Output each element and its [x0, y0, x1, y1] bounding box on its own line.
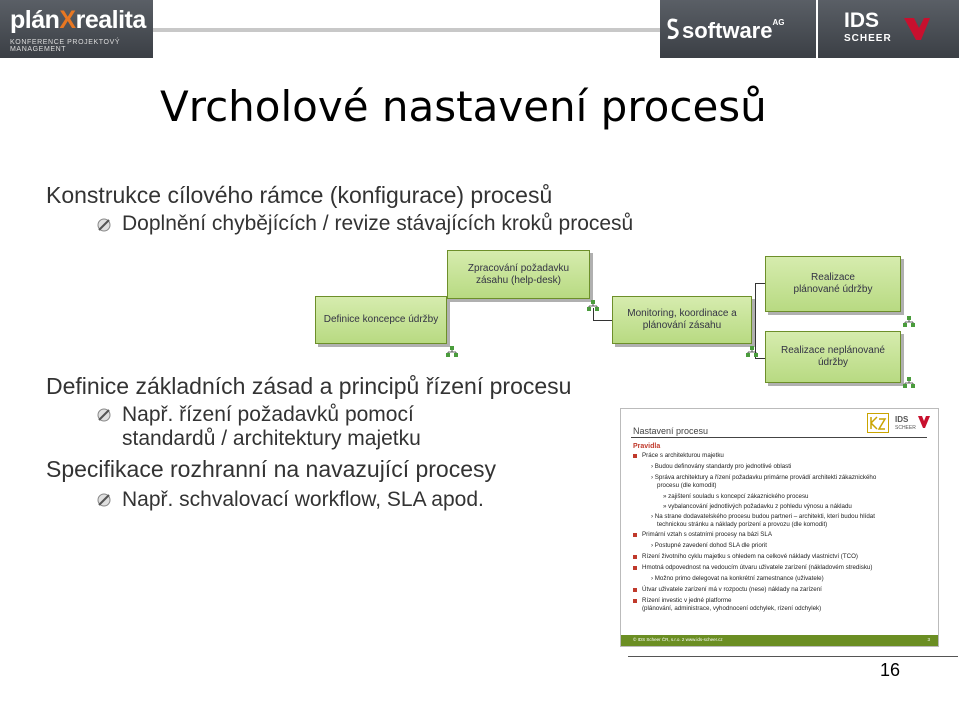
- inset-line: › Možno primo delegovat na konkrétní zamestnance (uživatele): [651, 575, 824, 582]
- inset-footer-page: 3: [927, 637, 930, 642]
- svg-text:IDS: IDS: [895, 415, 909, 424]
- sub-item-napr-2: Např. schvalovací workflow, SLA apod.: [122, 488, 484, 511]
- org-unit-icon: [903, 377, 915, 389]
- footer-divider: [628, 656, 958, 657]
- org-unit-icon: [746, 346, 758, 358]
- page-title: Vrcholové nastavení procesů: [160, 82, 767, 131]
- inset-line: Práce s architekturou majetku: [642, 452, 724, 459]
- sub-item-napr-1: Např. řízení požadavků pomocí: [122, 403, 414, 426]
- process-box-neplanovana: Realizace neplánované údržby: [765, 331, 901, 383]
- ids-scheer-text: SCHEER: [844, 33, 892, 44]
- process-box-monitoring: Monitoring, koordinace a plánování zásahu: [612, 296, 752, 344]
- bullet-icon: [95, 216, 113, 234]
- svg-text:SCHEER: SCHEER: [895, 425, 916, 431]
- header-stripe: [153, 28, 660, 32]
- inset-line: › Na strane dodavatelského procesu budou partneri – architekti, kterí budou hlídat: [651, 513, 875, 520]
- plan-logo-part1: plán: [10, 6, 60, 34]
- inset-line: Rízení investic v jedné platforme: [642, 597, 732, 604]
- ids-logo-text: IDS: [844, 9, 880, 32]
- inset-slide: [621, 409, 938, 646]
- inset-line: Rízení životního cyklu majetku s ohledem na celkové náklady vlastnictví (TCO): [642, 553, 858, 560]
- ids-mark-icon: [902, 14, 932, 44]
- org-unit-icon: [903, 316, 915, 328]
- heading-definice: Definice základních zásad a principů řízení procesu: [46, 373, 572, 399]
- inset-line: » zajištení souladu s koncepcí zákaznického procesu: [663, 493, 809, 500]
- kz-logo-icon: [867, 413, 889, 433]
- header: [0, 0, 959, 58]
- inset-line: Útvar uživatele zarízení má v rozpoctu (nese) náklady na zarízení: [642, 586, 822, 593]
- process-box-zpracovani: Zpracování požadavku zásahu (help-desk): [447, 250, 590, 299]
- process-box-planovana: Realizace plánované údržby: [765, 256, 901, 312]
- software-ag-logo: [660, 0, 816, 58]
- inset-line: › Správa architektury a řízení požadavku primárne provádí architekti zákaznického: [651, 474, 877, 481]
- ids-scheer-logo: [818, 0, 959, 58]
- inset-line: › Budou definovány standardy pro jednotlivé oblasti: [651, 463, 792, 470]
- sub-item-napr-1-cont: standardů / architektury majetku: [122, 427, 421, 450]
- inset-footer-left: © IDS Scheer ČR, s.r.o. 2 www.ids-scheer.cz: [633, 637, 723, 642]
- inset-line: Hmotná odpovednost na vedoucím útvaru uživatele zarízení (nákladovém stredisku): [642, 564, 873, 571]
- inset-line: Primární vztah s ostatními procesy na bázi SLA: [642, 531, 772, 538]
- plan-realita-logo: [0, 0, 153, 58]
- inset-line: (plánování, administrace, vyhodnocení odchylek, rízení odchylek): [642, 605, 822, 612]
- org-unit-icon: [587, 300, 599, 312]
- inset-title: Nastavení procesu: [633, 426, 709, 436]
- plan-logo-subtitle: KONFERENCE PROJEKTOVÝ MANAGEMENT: [10, 39, 121, 53]
- plan-logo-x: X: [59, 6, 76, 34]
- inset-section-pravidla: Pravidla: [633, 443, 661, 450]
- process-box-definice: Definice koncepce údržby: [315, 296, 447, 344]
- page-number: 16: [880, 660, 901, 680]
- inset-footer: [621, 635, 938, 646]
- heading-constructs: Konstrukce cílového rámce (konfigurace) procesů: [46, 182, 553, 208]
- connector-line: [593, 320, 612, 321]
- software-s-icon: [666, 18, 680, 40]
- inset-line: technickou stránku a náklady porízení a provozu (dle komodit): [657, 521, 828, 528]
- connector-line: [755, 283, 765, 284]
- inset-line: » vybalancování jednotlivých požadavku z pohledu výnosu a nákladu: [663, 503, 852, 510]
- ids-small-logo-icon: [894, 413, 932, 431]
- sub-item-doplneni: Doplnění chybějících / revize stávajících kroků procesů: [122, 212, 634, 235]
- bullet-icon: [95, 491, 113, 509]
- software-logo-text: software: [682, 18, 773, 43]
- heading-specifikace: Specifikace rozhranní na navazující procesy: [46, 456, 497, 482]
- software-ag-text: AG: [772, 18, 785, 27]
- inset-line: › Postupné zavedení dohod SLA dle priorit: [651, 542, 767, 549]
- bullet-icon: [95, 406, 113, 424]
- plan-logo-part2: realita: [75, 6, 146, 34]
- connector-line: [755, 358, 765, 359]
- org-unit-icon: [446, 346, 458, 358]
- inset-line: procesu (dle komodit): [657, 482, 717, 489]
